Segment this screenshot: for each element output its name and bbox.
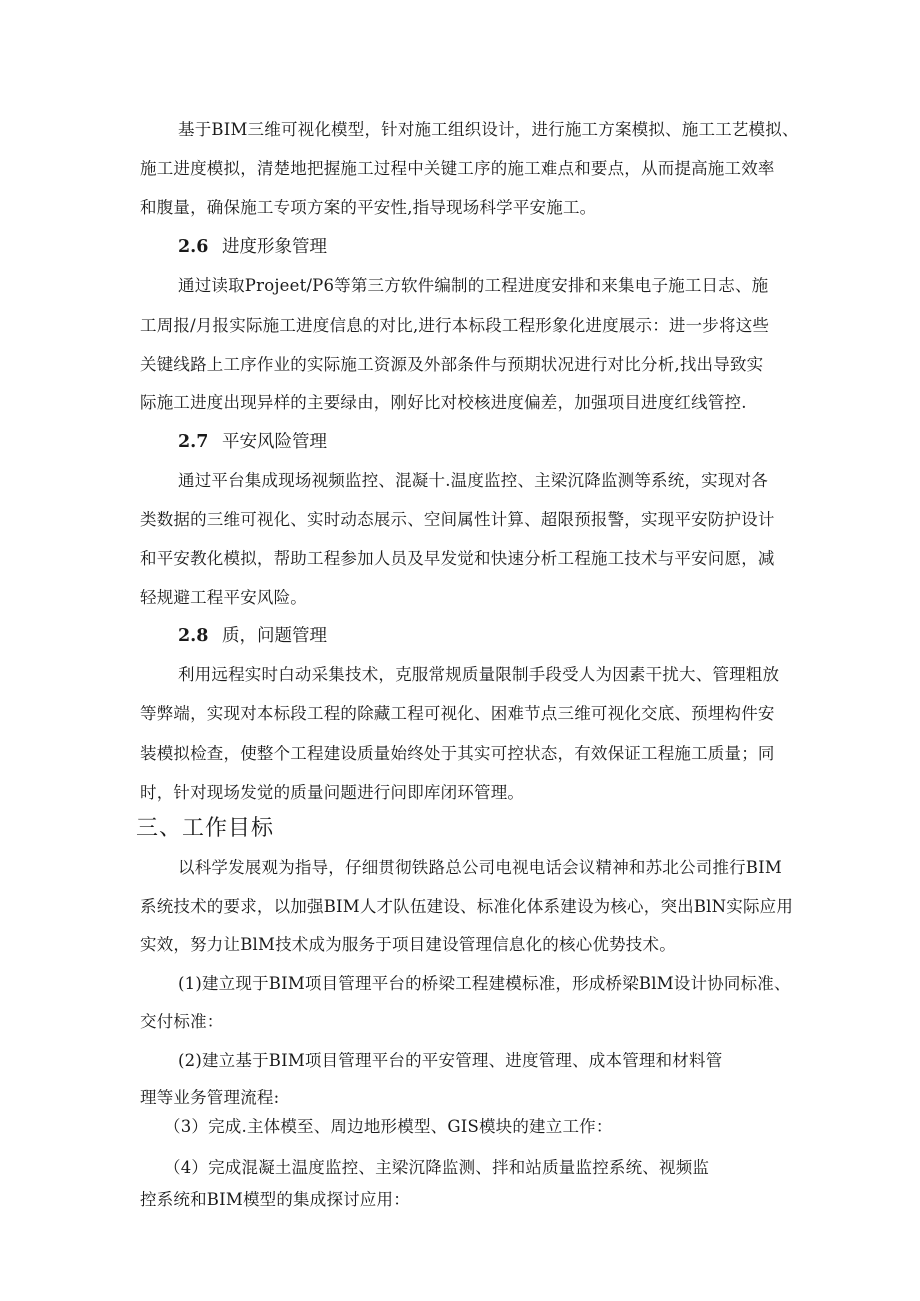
section-title: 进度形象管理 xyxy=(222,237,327,257)
goal-item-1-line-1: (1)建立现于BIM项目管理平台的桥梁工程建模标准，形成桥梁BlM设计协同标准、 xyxy=(178,974,791,993)
section-number: 2.8 xyxy=(178,626,209,646)
goal-item-3: （3）完成.主体模至、周边地形模型、GIS模块的建立工作： xyxy=(164,1117,613,1136)
intro-line-3: 和腹量，确保施工专项方案的平安性,指导现场科学平安施工。 xyxy=(140,198,597,217)
section-2-8-heading xyxy=(178,624,327,648)
intro-line-1: 基于BIM三维可视化模型，针对施工组织设计，进行施工方案模拟、施工工艺模拟、 xyxy=(178,120,799,139)
s3-line-3: 实效，努力让BlM技术成为服务于项目建设管理信息化的核心优势技术。 xyxy=(140,935,676,954)
s26-line-3: 关键线路上工序作业的实际施工资源及外部条件与预期状况进行对比分析,找出导致实 xyxy=(140,355,764,374)
s3-line-1: 以科学发展观为指导，仔细贯彻铁路总公司电视电话会议精神和苏北公司推行BIM xyxy=(178,858,782,877)
s28-line-1: 利用远程实时白动采集技术，克服常规质量限制手段受人为因素干扰大、管理粗放 xyxy=(178,665,780,684)
section-number: 2.6 xyxy=(178,237,209,257)
s26-line-4: 际施工进度出现异样的主要绿由，刚好比对校核进度偏差，加强项目进度红线管控. xyxy=(140,393,747,412)
section-number: 2.7 xyxy=(178,432,209,452)
intro-line-2: 施工进度模拟，清楚地把握施工过程中关键工序的施工难点和要点，从而提高施工效率 xyxy=(140,159,775,178)
section-2-6-heading xyxy=(178,235,327,259)
section-title: 质，问题管理 xyxy=(222,626,327,646)
goal-item-2-line-1: (2)建立基于BIM项目管理平台的平安管理、进度管理、成本管理和材料管 xyxy=(178,1051,723,1070)
goal-item-4-line-2: 控系统和BIM模型的集成探讨应用： xyxy=(140,1190,410,1209)
s28-line-3: 装模拟检查，使整个工程建设质量始终处于其实可控状态，有效保证工程施工质量；同 xyxy=(140,744,775,763)
s28-line-2: 等弊端，实现对本标段工程的除藏工程可视化、困难节点三维可视化交底、预埋构件安 xyxy=(140,704,775,723)
s27-line-3: 和平安教化模拟，帮助工程参加人员及早发觉和快速分析工程施工技术与平安问愿，减 xyxy=(140,549,775,568)
s26-line-2: 工周报/月报实际施工进度信息的对比,进行本标段工程形象化进度展示：进一步将这些 xyxy=(140,316,770,335)
s26-line-1: 通过读取Projeet/P6等第三方软件编制的工程进度安排和来集电子施工日志、施 xyxy=(178,276,769,295)
s27-line-1: 通过平台集成现场视频监控、混凝十.温度监控、主梁沉降监测等系统，实现对各 xyxy=(178,471,768,490)
s28-line-4: 时，针对现场发觉的质量问题进行问即库闭环管理。 xyxy=(140,783,525,802)
s27-line-2: 类数据的三维可视化、实时动态展示、空间属性计算、超限预报警，实现平安防护设计 xyxy=(140,510,775,529)
section-3-heading: 三、工作目标 xyxy=(136,816,275,841)
goal-item-4-line-1: （4）完成混凝土温度监控、主梁沉降监测、拌和站质量监控系统、视频监 xyxy=(164,1158,710,1177)
s3-line-2: 系统技术的要求，以加强BIM人才队伍建设、标准化体系建设为核心，突出BlN实际应用 xyxy=(140,897,794,916)
s27-line-4: 轻规避工程平安风险。 xyxy=(140,588,307,607)
section-2-7-heading xyxy=(178,430,327,454)
goal-item-1-line-2: 交付标准： xyxy=(140,1012,224,1031)
section-title: 平安风险管理 xyxy=(222,432,327,452)
goal-item-2-line-2: 理等业务管理流程: xyxy=(140,1088,280,1107)
